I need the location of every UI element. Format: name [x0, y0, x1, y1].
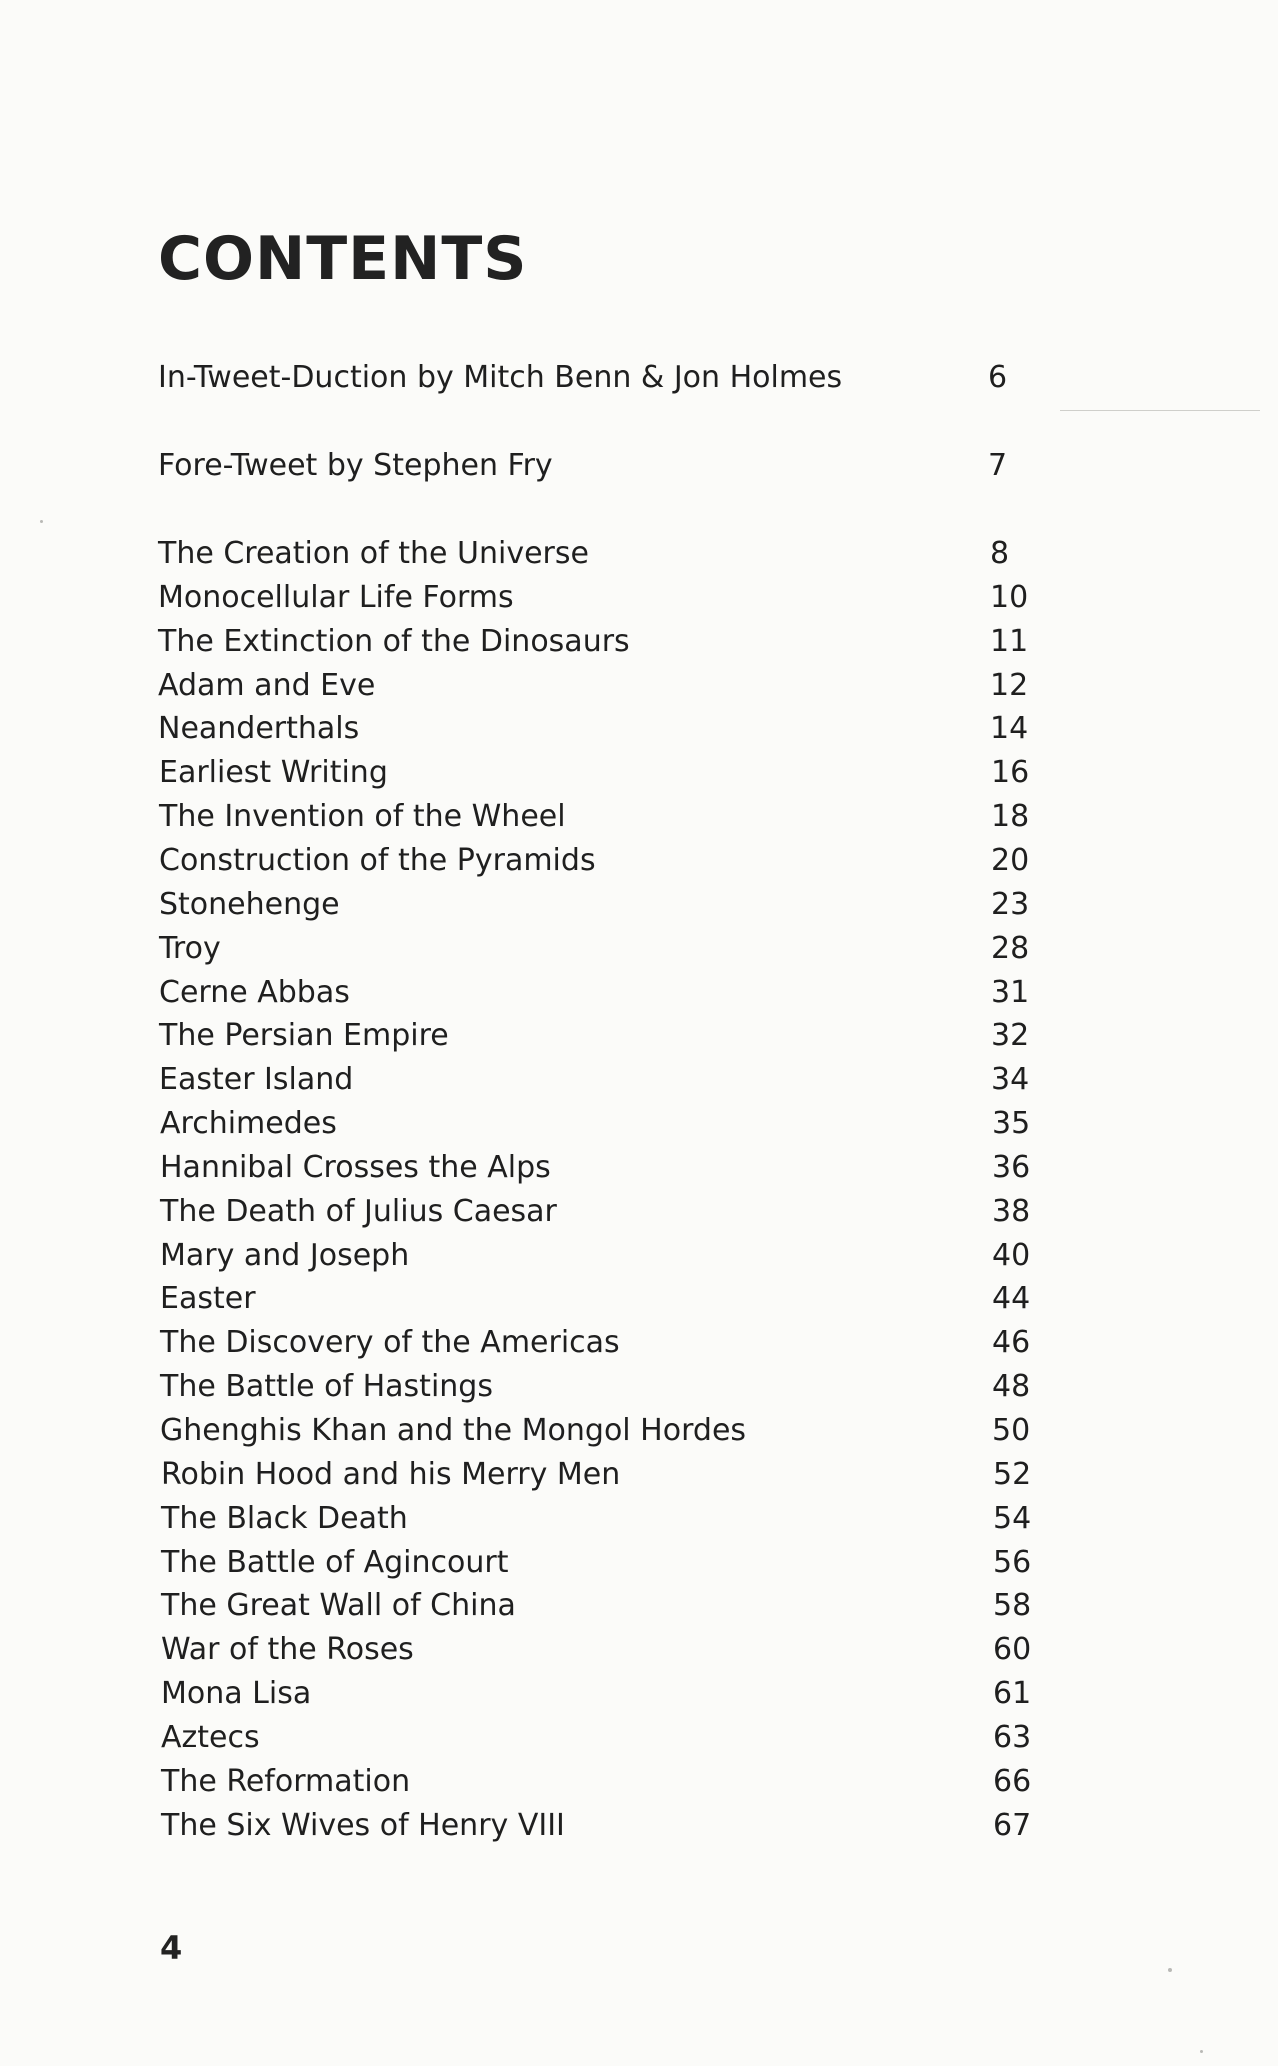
toc-entry-title: The Death of Julius Caesar — [160, 1193, 557, 1229]
toc-entry-title: The Six Wives of Henry VIII — [161, 1807, 565, 1843]
scan-mark — [1060, 410, 1260, 411]
toc-entry-page: 54 — [993, 1500, 1032, 1536]
toc-entry-title: Ghenghis Khan and the Mongol Hordes — [160, 1413, 747, 1448]
toc-entry-title: Construction of the Pyramids — [159, 842, 596, 878]
toc-entry-page: 40 — [992, 1237, 1031, 1273]
toc-entry-title: Hannibal Crosses the Alps — [160, 1149, 551, 1185]
toc-entry-page: 48 — [992, 1369, 1031, 1405]
toc-entry-page: 52 — [993, 1456, 1032, 1492]
toc-entry-page: 58 — [993, 1588, 1032, 1624]
toc-entry — [160, 1411, 1030, 1451]
toc-entry — [161, 1586, 1031, 1626]
toc-entry-title: The Battle of Hastings — [160, 1369, 493, 1405]
toc-entry-page: 6 — [988, 360, 1008, 395]
toc-entry-title: Mary and Joseph — [160, 1237, 410, 1273]
toc-entry — [160, 1279, 1030, 1319]
toc-entry — [160, 1148, 1030, 1188]
toc-entry — [161, 1630, 1031, 1670]
toc-entry-page: 66 — [993, 1763, 1032, 1799]
toc-entry-title: Mona Lisa — [161, 1676, 312, 1712]
toc-entry-title: Earliest Writing — [159, 755, 388, 791]
toc-entry — [159, 885, 1029, 925]
toc-entry — [158, 709, 1028, 749]
toc-entry-title: The Black Death — [161, 1500, 408, 1536]
toc-entry — [159, 841, 1029, 881]
toc-entry-page: 23 — [991, 886, 1030, 922]
toc-entry-page: 20 — [991, 842, 1030, 878]
toc-entry-page: 18 — [991, 799, 1030, 835]
toc-entry-title: The Extinction of the Dinosaurs — [158, 623, 630, 659]
toc-entry — [158, 358, 1028, 398]
scan-speck — [40, 520, 43, 523]
scan-speck — [1168, 1968, 1172, 1972]
toc-entry-title: Troy — [159, 930, 221, 966]
toc-entry-page: 50 — [992, 1413, 1031, 1448]
toc-entry-page: 34 — [991, 1062, 1030, 1098]
toc-entry — [158, 666, 1028, 706]
toc-entry-title: Fore-Tweet by Stephen Fry — [158, 448, 553, 483]
toc-entry-page: 61 — [993, 1676, 1032, 1712]
toc-entry — [158, 534, 1028, 574]
toc-entry-title: War of the Roses — [161, 1632, 414, 1668]
toc-entry — [161, 1762, 1031, 1802]
toc-entry-page: 44 — [992, 1281, 1031, 1317]
toc-entry — [160, 1104, 1030, 1144]
toc-entry-title: The Persian Empire — [159, 1018, 449, 1054]
toc-entry-title: Monocellular Life Forms — [158, 579, 514, 615]
toc-entry-page: 35 — [992, 1106, 1031, 1142]
toc-entry — [159, 973, 1029, 1013]
toc-entry-page: 32 — [991, 1018, 1030, 1054]
toc-entry-page: 63 — [993, 1719, 1032, 1755]
toc-entry — [161, 1543, 1031, 1583]
toc-entry-page: 8 — [990, 536, 1010, 571]
toc-entry-page: 12 — [990, 667, 1029, 703]
toc-entry — [161, 1718, 1031, 1758]
toc-entry — [161, 1806, 1031, 1846]
toc-entry-page: 38 — [992, 1193, 1031, 1229]
page-number: 4 — [160, 1929, 183, 1967]
toc-entry-title: Easter — [160, 1281, 256, 1317]
toc-entry-title: The Invention of the Wheel — [159, 799, 566, 835]
toc-entry — [160, 1192, 1030, 1232]
toc-entry-page: 11 — [990, 623, 1029, 659]
toc-entry — [159, 1060, 1029, 1100]
toc-entry — [160, 1323, 1030, 1363]
toc-entry-page: 7 — [988, 448, 1008, 483]
toc-entry — [158, 446, 1028, 486]
page-title: CONTENTS — [158, 224, 528, 294]
toc-entry-page: 31 — [991, 974, 1030, 1010]
toc-entry-title: The Discovery of the Americas — [160, 1325, 620, 1361]
toc-entry-title: The Battle of Agincourt — [161, 1544, 509, 1580]
toc-entry-page: 10 — [990, 579, 1029, 615]
toc-entry-title: In-Tweet-Duction by Mitch Benn & Jon Holmes — [158, 360, 843, 395]
toc-entry — [160, 1367, 1030, 1407]
toc-entry-page: 36 — [992, 1149, 1031, 1185]
toc-entry — [161, 1674, 1031, 1714]
toc-entry-page: 60 — [993, 1632, 1032, 1668]
toc-entry-title: The Creation of the Universe — [158, 536, 589, 571]
toc-entry — [159, 797, 1029, 837]
toc-entry-title: Stonehenge — [159, 886, 340, 922]
toc-entry — [159, 929, 1029, 969]
toc-entry — [161, 1455, 1031, 1495]
toc-entry-title: Robin Hood and his Merry Men — [161, 1456, 621, 1492]
toc-entry — [158, 622, 1028, 662]
toc-entry — [158, 578, 1028, 618]
toc-entry-title: Aztecs — [161, 1719, 260, 1755]
toc-entry — [159, 753, 1029, 793]
toc-entry-page: 28 — [991, 930, 1030, 966]
toc-entry-title: Archimedes — [160, 1106, 337, 1142]
toc-entry-title: The Reformation — [161, 1763, 411, 1799]
toc-entry-title: The Great Wall of China — [161, 1588, 516, 1624]
toc-entry — [159, 1016, 1029, 1056]
toc-entry-page: 56 — [993, 1544, 1032, 1580]
toc-entry-title: Neanderthals — [158, 711, 360, 747]
toc-entry — [161, 1499, 1031, 1539]
scan-speck — [1200, 2050, 1203, 2053]
toc-entry-title: Easter Island — [159, 1062, 354, 1098]
toc-entry-page: 46 — [992, 1325, 1031, 1361]
toc-entry-page: 16 — [991, 755, 1030, 791]
toc-entry-title: Cerne Abbas — [159, 974, 350, 1010]
toc-entry-title: Adam and Eve — [158, 667, 376, 703]
toc-entry — [160, 1236, 1030, 1276]
toc-entry-page: 67 — [993, 1807, 1032, 1843]
toc-entry-page: 14 — [990, 711, 1029, 747]
